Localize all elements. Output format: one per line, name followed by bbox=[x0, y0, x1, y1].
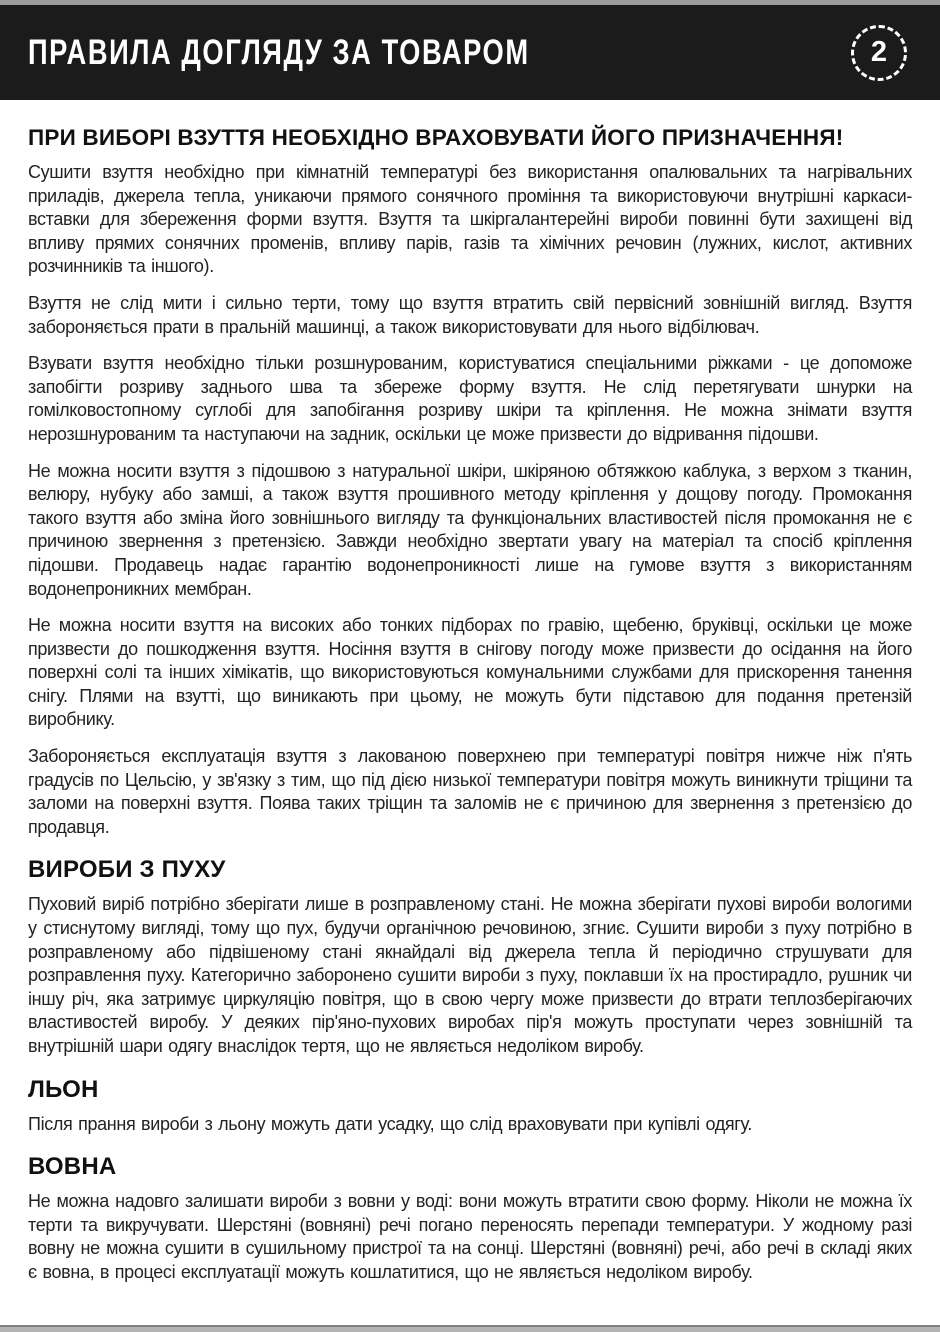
document-content bbox=[0, 100, 940, 1285]
paragraph-drying: Сушити взуття необхідно при кімнатній температурі без використання опалювальних та нагрівальних приладів, джерела тепла, уникаючи прямого сонячного проміння та використовуючи внутрішні каркаси-вставки для збереження форми взуття. Взуття та шкіргалантерейні вироби повинні бути захищені від впливу прямих сонячних променів, впливу парів, газів та хімічних речовин (лужних, кислот, активних розчинників та іншого). bbox=[28, 162, 912, 277]
paragraph-lacquered-cold: Забороняється експлуатація взуття з лакованою поверхнею при температурі повітря нижче ніж п'ять градусів по Цельсію, у зв'язку з тим, що під дією низької температури повітря можуть виникнути тріщини та заломи на поверхні взуття. Поява таких тріщин та заломів не є причиною для звернення з претензією до продавця. bbox=[28, 746, 912, 837]
bottom-edge-strip bbox=[0, 1325, 940, 1332]
section-footwear bbox=[28, 125, 912, 839]
header-bar bbox=[0, 5, 940, 100]
paragraph-wool-care: Не можна надовго залишати вироби з вовни у воді: вони можуть втратити свою форму. Ніколи не можна їх терти та викручувати. Шерстяні (вовняні) речі погано переносять перепади температури. У жодному разі вовну не можна сушити в сушильному пристрої та на сонці. Шерстяні (вовняні) речі, або речі в складі яких є вовна, в процесі експлуатації можуть кошлатитися, що не являється недоліком виробу. bbox=[28, 1191, 912, 1282]
document-title: ПРАВИЛА ДОГЛЯДУ ЗА ТОВАРОМ bbox=[28, 32, 530, 72]
paragraph-rainy-weather: Не можна носити взуття з підошвою з натуральної шкіри, шкіряною обтяжкою каблука, з верхом з тканин, велюру, нубуку або замші, а також взуття прошивного методу кріплення у дощову погоду. Промокання такого взуття або зміна його зовнішнього вигляду та функціональних властивостей після промокання не є причиною звернення з претензією. Завжди необхідно звертати увагу на матеріал та спосіб кріплення підошви. Продавець надає гарантію водонепроникності лише на гумове взуття з використанням водонепроникних мембран. bbox=[28, 460, 912, 599]
section-wool bbox=[28, 1153, 912, 1284]
paragraph-down-care: Пуховий виріб потрібно зберігати лише в розправленому стані. Не можна зберігати пухові вироби вологими у стиснутому вигляді, тому що пух, будучи органічною речовиною, згниє. Сушити вироби з пуху потрібно в розправленому або підвішеному стані якнайдалі від джерела тепла й періодично струшувати для розправлення пуху. Категорично заборонено сушити вироби з пуху, поклавши їх на простирадло, рушник чи іншу річ, яка затримує циркуляцію повітря, що в свою чергу може призвести до втрати теплозберігаючих властивостей виробу. У деяких пір'яно-пухових виробах пір'я можуть проступати через зовнішній та внутрішній шари одягу внаслідок тертя, що не являється недоліком виробу. bbox=[28, 894, 912, 1056]
section-heading-footwear: ПРИ ВИБОРІ ВЗУТТЯ НЕОБХІДНО ВРАХОВУВАТИ ЙОГО ПРИЗНАЧЕННЯ! bbox=[28, 125, 844, 150]
section-heading-linen: ЛЬОН bbox=[28, 1075, 99, 1103]
section-down-products bbox=[28, 856, 912, 1058]
page-number-badge bbox=[851, 25, 907, 81]
section-linen bbox=[28, 1076, 912, 1137]
paragraph-washing: Взуття не слід мити і сильно терти, тому що взуття втратить свій первісний зовнішній вигляд. Взуття забороняється прати в пральній машинці, а також використовувати для нього відбілювач. bbox=[28, 292, 912, 337]
page-number: 2 bbox=[870, 36, 888, 68]
section-heading-wool: ВОВНА bbox=[28, 1153, 117, 1181]
section-heading-down: ВИРОБИ З ПУХУ bbox=[28, 856, 226, 884]
paragraph-linen-care: Після прання вироби з льону можуть дати усадку, що слід враховувати при купівлі одягу. bbox=[28, 1113, 753, 1134]
paragraph-heels-gravel: Не можна носити взуття на високих або тонких підборах по гравію, щебеню, бруківці, оскільки це може призвести до пошкодження взуття. Носіння взуття в снігову погоду може призвести до осідання на його поверхні солі та інших хімікатів, що використовуються комунальними службами для прискорення танення снігу. Плями на взутті, що виникають при цьому, не можуть бути підставою для подання претензій виробнику. bbox=[28, 615, 912, 730]
paragraph-lacing: Взувати взуття необхідно тільки розшнурованим, користуватися спеціальними ріжками - це допоможе запобігти розриву заднього шва та збереже форму взуття. Не слід перетягувати шнурки на гомілковостопному суглобі для запобігання розриву шкіри та кріплення. Не можна знімати взуття нерозшнурованим та наступаючи на задник, оскільки це може призвести до відривання підошви. bbox=[28, 353, 912, 444]
